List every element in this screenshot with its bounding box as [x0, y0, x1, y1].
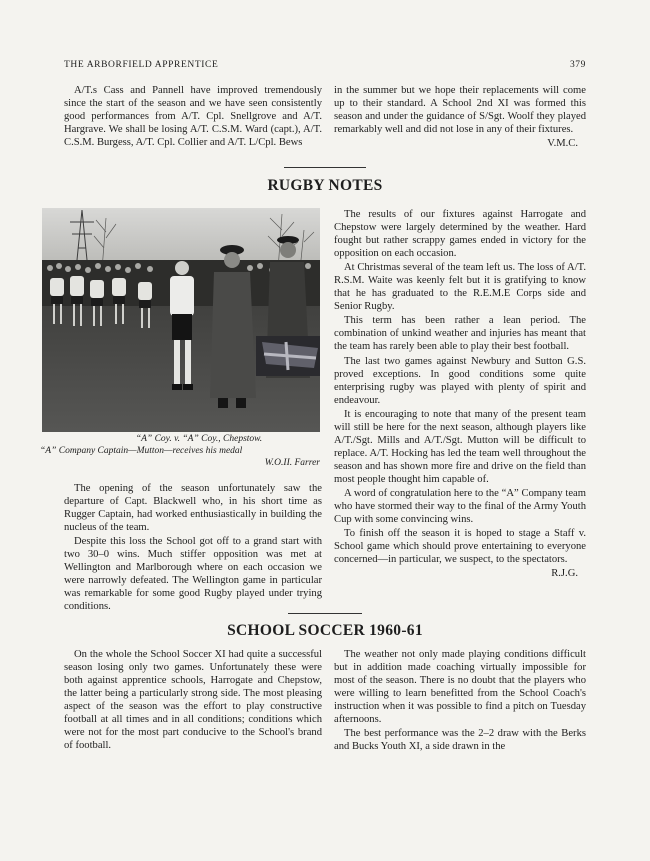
section-divider [284, 167, 366, 168]
top-right-column [334, 84, 586, 150]
paragraph: At Christmas several of the team left us. The loss of A/T. R.S.M. Waite was keenly felt but it is gratifying to know that he has graduated to the R.E.M.E Corps side and Senior Rugby. [334, 262, 586, 313]
paragraph: The results of our fixtures against Harrogate and Chepstow were largely determined by the weather. Hard fought but rather scrappy games ended in victory for the opposition on each occasion. [334, 209, 586, 260]
caption-line-1: “A” Coy. v. “A” Coy., Chepstow. [135, 434, 263, 444]
publication-title: THE ARBORFIELD APPRENTICE [64, 60, 219, 70]
paragraph: It is encouraging to note that many of the present team will still be here for the next season, although players like A/T./Sgt. Mills and A/T./Sgt. Mutton will be difficult to replace. A/T. Hocking has led the team well throughout the season and has shown more fire and drive on the field than most people thought him capable of. [334, 408, 586, 485]
paragraph: To finish off the season it is hoped to stage a Staff v. School game which should prove entertaining to everyone concerned—in particular, we suspect, to the spectators. [334, 528, 586, 566]
photo-illustration [42, 208, 320, 432]
page-number: 379 [569, 60, 586, 70]
top-left-column [64, 84, 322, 149]
paragraph: A word of congratulation here to the “A” Company team who have stormed their way to the final of the Army Youth Cup with some convincing wins. [334, 487, 586, 526]
rugby-photograph [42, 208, 320, 432]
photo-caption [40, 433, 322, 469]
caption-line-2: “A” Company Captain—Mutton—receives his medal [40, 446, 243, 456]
paragraph: On the whole the School Soccer XI had quite a successful season losing only two games. Unfortunately these were both against apprentice schools, Harrogate and Chepstow, the latter being a particularly strong side. The most pleasing aspect of the season was the effort to play constructive football at all times and in all conditions; conditions which were not for the most part conducive to the School's brand of football. [64, 649, 322, 752]
section-divider [288, 613, 362, 614]
soccer-heading: SCHOOL SOCCER 1960-61 [227, 622, 423, 639]
paragraph: Despite this loss the School got off to a grand start with two 30–0 wins. Much stiffer opposition was met at Wellington and Marlborough where on each occasion we were narrowly defeated. The Wellington game in particular was remarkable for some good Rugby played under trying conditions. [64, 536, 322, 613]
caption-line-3: W.O.II. Farrer [264, 458, 320, 468]
signature: V.M.C. [547, 138, 578, 150]
soccer-left-column [64, 648, 322, 752]
paragraph: in the summer but we hope their replacements will come up to their standard. A School 2nd XI was formed this season and under the guidance of S/Sgt. Woolf they played remarkably well and did not lose in any of their fixtures. [334, 85, 586, 136]
rugby-left-column [64, 482, 322, 613]
signature: R.J.G. [551, 568, 578, 580]
paragraph: A/T.s Cass and Pannell have improved tremendously since the start of the season and we have seen consistently good performances from A/T. Cpl. Snellgrove and A/T. Hargrave. We shall be losing A/T. C.S.M. Ward (capt.), A/T. C.S.M. Burgess, A/T. Cpl. Collier and A/T. L/Cpl. Bews [64, 85, 322, 149]
paragraph: The weather not only made playing conditions difficult but in addition made coaching virtually impossible for most of the season. There is no doubt that the players who were willing to learn benefitted from the School Coach's instruction when it was possible to find a pitch on Tuesday afternoons. [334, 649, 586, 726]
running-head [64, 60, 586, 70]
paragraph: The best performance was the 2–2 draw with the Berks and Bucks Youth XI, a side drawn in the [334, 728, 586, 753]
paragraph: This term has been rather a lean period. The combination of unkind weather and injuries has meant that the team has rarely been able to play their best football. [334, 315, 586, 353]
paragraph: The last two games against Newbury and Sutton G.S. proved exceptions. In good conditions some quite enterprising rugby was played with plenty of spirit and endeavour. [334, 355, 586, 406]
rugby-heading: RUGBY NOTES [267, 177, 383, 194]
rugby-right-column [334, 208, 586, 580]
paragraph: The opening of the season unfortunately saw the departure of Capt. Blackwell who, in his short time as Rugger Captain, had worked enthusiastically in building the nucleus of the team. [64, 483, 322, 534]
soccer-right-column [334, 648, 586, 753]
